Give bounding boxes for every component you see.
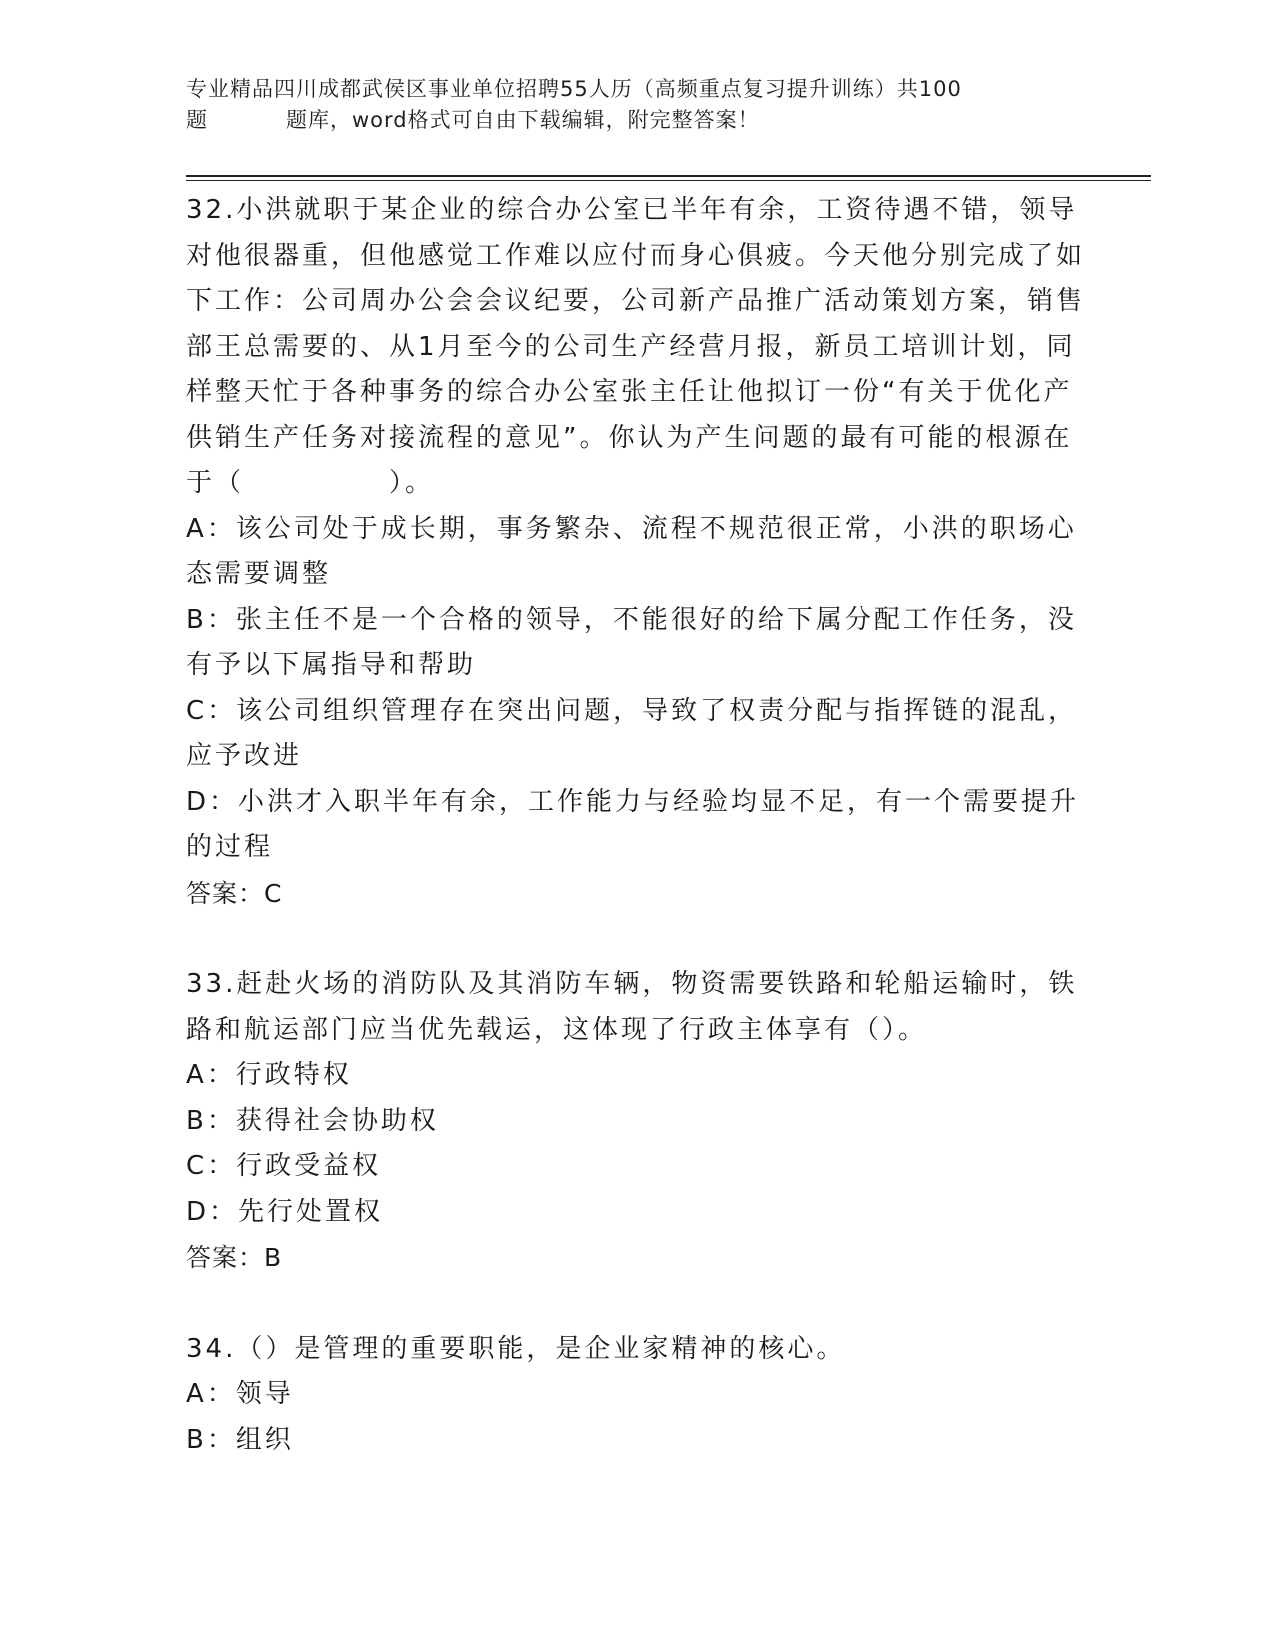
option-c: C：该公司组织管理存在突出问题，导致了权责分配与指挥链的混乱，应予改进 [186,695,1078,771]
question-stem: 32.小洪就职于某企业的综合办公室已半年有余，工资待遇不错，领导对他很器重，但他感觉工作难以应付而身心俱疲。今天他分别完成了如下工作：公司周办公会会议纪要，公司新产品推广活动策划方案，销售部王总需要的、从1月至今的公司生产经营月报，新员工培训计划，同样整天忙于各种事务的综合办公室张主任让他拟订一份“有关于优化产供销生产任务对接流程的意见”。你认为产生问题的最有可能的根源在于（ ）。 [186,195,1086,498]
option-b: B：张主任不是一个合格的领导，不能很好的给下属分配工作任务，没有予以下属指导和帮助 [186,604,1077,680]
header-divider-thick [186,175,1151,177]
header-title-lead: 题 [186,108,208,132]
option-c: C：行政受益权 [186,1151,382,1181]
option-d: D：先行处置权 [186,1196,384,1227]
question-list [186,188,1086,1463]
question-spacer [186,1281,1086,1327]
option-a: A：该公司处于成长期，事务繁杂、流程不规范很正常，小洪的职场心态需要调整 [186,513,1077,589]
option-b: B：组织 [186,1424,294,1455]
header-title-rest: 题库，word格式可自由下载编辑，附完整答案！ [286,108,760,132]
option-a: A：行政特权 [186,1060,352,1090]
question-stem: 34.（）是管理的重要职能，是企业家精神的核心。 [186,1333,846,1364]
page-header [186,74,1066,136]
header-divider-thin [186,180,1151,181]
question-33 [186,962,1086,1281]
answer: 答案：B [186,1243,283,1272]
option-b: B：获得社会协助权 [186,1105,439,1136]
question-stem: 33.赶赴火场的消防队及其消防车辆，物资需要铁路和轮船运输时，铁路和航运部门应当优先载运，这体现了行政主体享有（）。 [186,969,1078,1045]
option-a: A：领导 [186,1379,294,1409]
question-spacer [186,916,1086,962]
header-title-line-2 [186,105,1066,136]
question-32 [186,188,1086,916]
answer: 答案：C [186,878,283,908]
question-34 [186,1327,1086,1464]
option-d: D：小洪才入职半年有余，工作能力与经验均显不足，有一个需要提升的过程 [186,786,1080,862]
header-title-line-1: 专业精品四川成都武侯区事业单位招聘55人历（高频重点复习提升训练）共100 [186,77,962,101]
